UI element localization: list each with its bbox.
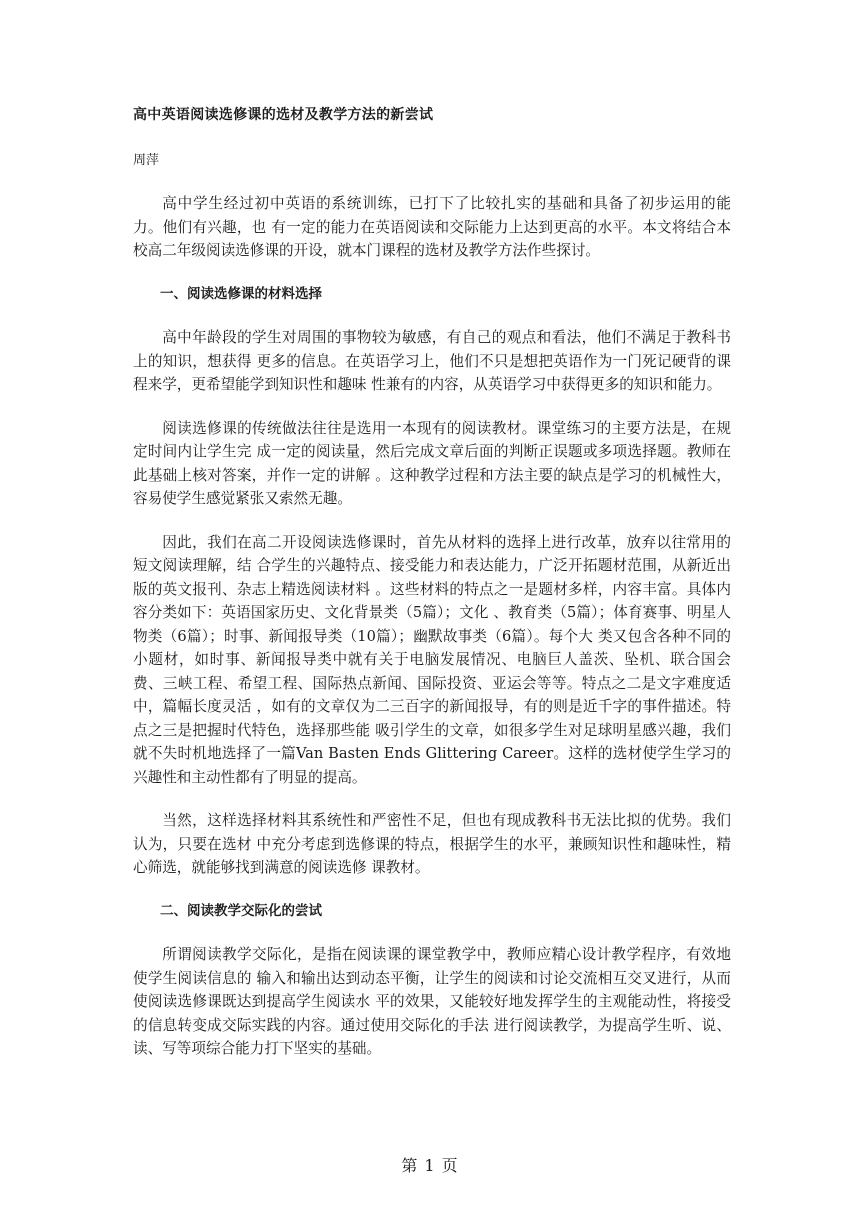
- page-number: 第 1 页: [401, 1156, 459, 1175]
- paragraph-4: 当然，这样选择材料其系统性和严密性不足，但也有现成教科书无法比拟的优势。我们认为，只要在选材 中充分考虑到选修课的特点，根据学生的水平，兼顾知识性和趣味性，精心筛选，就能够找到满意的阅读选修 课教材。: [133, 812, 731, 876]
- section-heading-1: 一、阅读选修课的材料选择: [160, 285, 322, 302]
- paragraph-intro: 高中学生经过初中英语的系统训练，已打下了比较扎实的基础和具备了初步运用的能力。他们有兴趣，也 有一定的能力在英语阅读和交际能力上达到更高的水平。本文将结合本校高二年级阅读选修课的开设，就本门课程的选材及教学方法作些探讨。: [133, 195, 731, 259]
- document-author: 周萍: [133, 153, 160, 168]
- paragraph-3: 因此，我们在高二开设阅读选修课时，首先从材料的选择上进行改革，放弃以往常用的短文阅读理解，结 合学生的兴趣特点、接受能力和表达能力，广泛开拓题材范围，从新近出版的英文报刊、杂志上精选阅读材料 。这些材料的特点之一是题材多样，内容丰富。具体内容分类如下：英语国家历史、文化背景类（5篇）；文化 、教育类（5篇）；体育赛事、明星人物类（6篇）；时事、新闻报导类（10篇）；幽默故事类（6篇）。每个大 类又包含各种不同的小题材，如时事、新闻报导类中就有关于电脑发展情况、电脑巨人盖茨、坠机、联合国会 费、三峡工程、希望工程、国际热点新闻、国际投资、亚运会等等。特点之二是文字难度适中，篇幅长度灵活 ，如有的文章仅为二三百字的新闻报导，有的则是近千字的事件描述。特点之三是把握时代特色，选择那些能 吸引学生的文章，如很多学生对足球明星感兴趣，我们就不失时机地选择了一篇Van Basten Ends Glittering Career。这样的选材使学生学习的兴趣性和主动性都有了明显的提高。: [133, 533, 731, 786]
- paragraph-1: 高中年龄段的学生对周围的事物较为敏感，有自己的观点和看法，他们不满足于教科书上的知识，想获得 更多的信息。在英语学习上，他们不只是想把英语作为一门死记硬背的课程来学，更希望能学到知识性和趣味 性兼有的内容，从英语学习中获得更多的知识和能力。: [133, 329, 731, 393]
- document-body: [133, 192, 731, 1081]
- document-title: 高中英语阅读选修课的选材及教学方法的新尝试: [133, 107, 434, 123]
- paragraph-2: 阅读选修课的传统做法往往是选用一本现有的阅读教材。课堂练习的主要方法是，在规定时间内让学生完 成一定的阅读量，然后完成文章后面的判断正误题或多项选择题。教师在此基础上核对答案，并作一定的讲解 。这种教学过程和方法主要的缺点是学习的机械性大，容易使学生感觉紧张又索然无趣。: [133, 419, 731, 507]
- paragraph-5: 所谓阅读教学交际化，是指在阅读课的课堂教学中，教师应精心设计教学程序，有效地使学生阅读信息的 输入和输出达到动态平衡，让学生的阅读和讨论交流相互交叉进行，从而使阅读选修课既达到提高学生阅读水 平的效果，又能较好地发挥学生的主观能动性，将接受的信息转变成交际实践的内容。通过使用交际化的手法 进行阅读教学，为提高学生听、说、读、写等项综合能力打下坚实的基础。: [133, 946, 731, 1057]
- section-heading-2: 二、阅读教学交际化的尝试: [160, 902, 322, 919]
